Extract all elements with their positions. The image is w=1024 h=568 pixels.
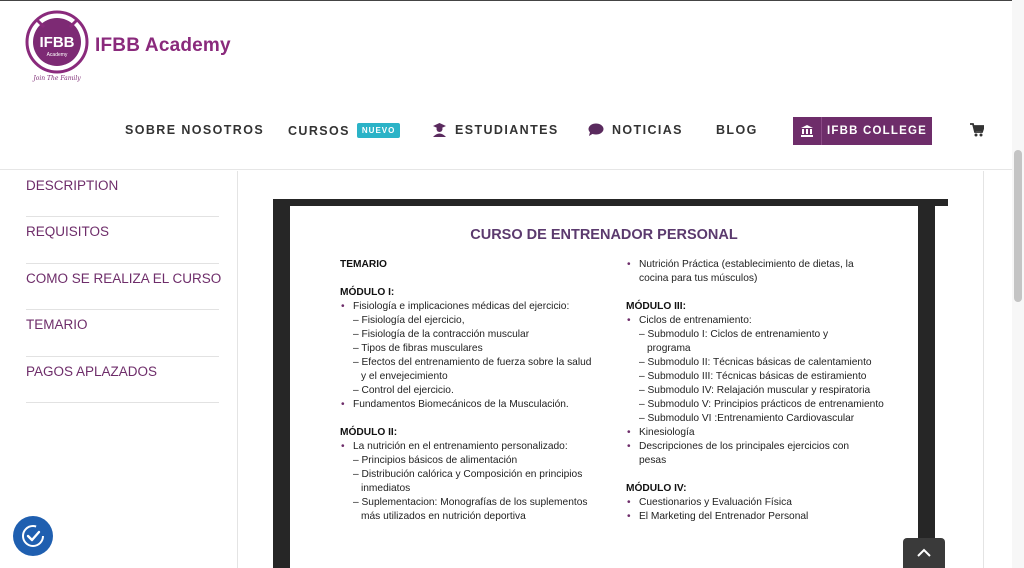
scrollbar-thumb[interactable] (1014, 150, 1022, 302)
sub-item: – Principios básicos de alimentación (353, 455, 518, 466)
content-divider (237, 171, 238, 568)
logo-tagline: Join The Family (33, 75, 81, 82)
site-header (0, 1, 1012, 170)
syllabus-left-column (340, 258, 610, 524)
sub-item: – Tipos de fibras musculares (353, 343, 483, 354)
list-item: • La nutrición en el entrenamiento personalizado: (340, 440, 610, 454)
sub-item: – Submodulo III: Técnicas básicas de estiramiento (639, 371, 867, 382)
new-badge: NUEVO (357, 123, 400, 138)
nav-label: BLOG (716, 123, 758, 137)
ifbb-logo[interactable] (24, 9, 90, 83)
list-item: • Nutrición Práctica (establecimiento de dietas, la (626, 258, 896, 272)
college-label: IFBB COLLEGE (826, 125, 927, 137)
syllabus-right-column (626, 258, 896, 524)
sub-item: – Submodulo VI :Entrenamiento Cardiovascular (639, 413, 855, 424)
list-item: • Ciclos de entrenamiento: (626, 314, 896, 328)
sub-item: – Submodulo V: Principios prácticos de entrenamiento (639, 399, 884, 410)
sidebar-item-temario[interactable]: TEMARIO (26, 310, 219, 356)
nav-blog[interactable] (716, 123, 758, 137)
sub-item-cont: programa (647, 343, 691, 354)
sidebar-item-requisitos[interactable]: REQUISITOS (26, 217, 219, 263)
sub-item-cont: más utilizados en nutrición deportiva (361, 511, 526, 522)
list-item: • Fundamentos Biomecánicos de la Musculación. (340, 398, 610, 412)
student-icon (432, 123, 447, 137)
logo-sub: Academy (46, 52, 68, 58)
list-item: • El Marketing del Entrenador Personal (626, 510, 896, 524)
module-heading: MÓDULO I: (340, 287, 395, 298)
sub-item: – Submodulo I: Ciclos de entrenamiento y (639, 329, 829, 340)
sub-item: – Suplementacion: Monografías de los suplementos (353, 497, 588, 508)
nav-label: ESTUDIANTES (455, 123, 559, 137)
sub-item: – Distribución calórica y Composición en principios (353, 469, 583, 480)
sub-item-cont: inmediatos (361, 483, 411, 494)
doc-title: CURSO DE ENTRENADOR PERSONAL (470, 227, 738, 243)
nav-cursos[interactable] (288, 123, 400, 138)
list-item: • Fisiología e implicaciones médicas del ejercicio: (340, 300, 610, 314)
list-item: • Kinesiología (626, 426, 896, 440)
nav-noticias[interactable] (588, 123, 683, 137)
sidebar-item-como-se-realiza[interactable]: COMO SE REALIZA EL CURSO (26, 264, 219, 310)
scroll-to-top-button[interactable] (903, 538, 945, 568)
nav-label: NOTICIAS (612, 123, 683, 137)
logo-text: IFBB (39, 34, 75, 51)
nav-label: SOBRE NOSOTROS (125, 123, 265, 137)
nav-estudiantes[interactable] (432, 123, 559, 137)
nav-sobre-nosotros[interactable] (125, 123, 264, 137)
temario-heading: TEMARIO (340, 259, 387, 270)
sidebar (26, 171, 222, 403)
accessibility-icon (20, 523, 46, 549)
chat-bubble-icon (588, 123, 604, 137)
brand-name[interactable]: IFBB Academy (95, 35, 231, 56)
sub-item: – Efectos del entrenamiento de fuerza sobre la salud (353, 357, 592, 368)
accessibility-button[interactable] (13, 516, 53, 556)
sidebar-item-pagos-aplazados[interactable]: PAGOS APLAZADOS (26, 357, 219, 403)
document-edge (935, 206, 948, 568)
page-scrollbar[interactable] (1012, 0, 1024, 568)
main-nav (0, 117, 1012, 145)
sub-item-cont: y el envejecimiento (361, 371, 448, 382)
module-heading: MÓDULO III: (626, 301, 686, 312)
syllabus-image (290, 206, 918, 568)
sub-item: – Control del ejercicio. (353, 385, 454, 396)
list-item-cont: cocina para tus músculos) (639, 273, 758, 284)
sub-item: – Fisiología de la contracción muscular (353, 329, 530, 340)
list-item-cont: pesas (639, 455, 667, 466)
institution-icon (793, 117, 822, 145)
module-heading: MÓDULO II: (340, 427, 398, 438)
cart-icon[interactable] (970, 123, 984, 137)
list-item: • Cuestionarios y Evaluación Física (626, 496, 896, 510)
chevron-up-icon (917, 548, 931, 558)
list-item: • Descripciones de los principales ejercicios con (626, 440, 896, 454)
content-divider (983, 171, 984, 568)
sub-item: – Fisiología del ejercicio, (353, 315, 465, 326)
sub-item: – Submodulo IV: Relajación muscular y respiratoria (639, 385, 871, 396)
ifbb-college-button[interactable] (793, 117, 932, 145)
sub-item: – Submodulo II: Técnicas básicas de calentamiento (639, 357, 872, 368)
nav-label: CURSOS (288, 123, 350, 138)
sidebar-item-description[interactable]: DESCRIPTION (26, 171, 219, 217)
module-heading: MÓDULO IV: (626, 483, 687, 494)
